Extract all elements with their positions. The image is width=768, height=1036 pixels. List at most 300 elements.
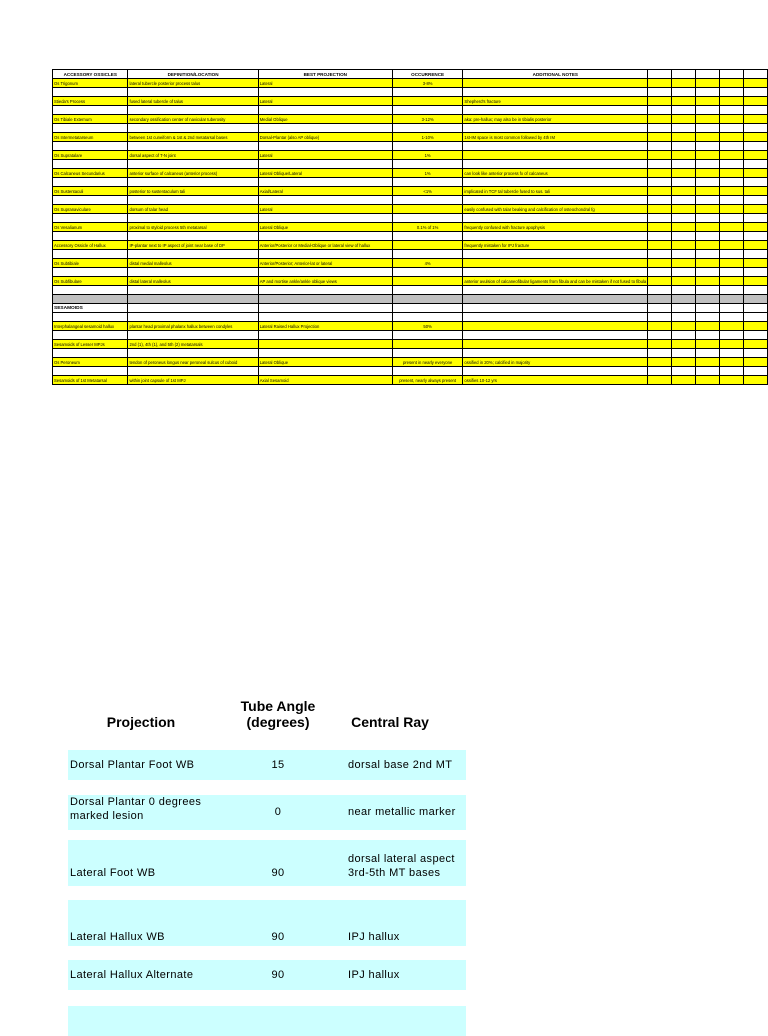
sheet-cell: anterior surface of calcaneus (anterior process) bbox=[128, 169, 258, 178]
sheet-cell-empty bbox=[648, 241, 672, 250]
central-ray-value bbox=[348, 930, 400, 944]
sheet-cell-empty bbox=[695, 295, 719, 304]
sheet-cell bbox=[258, 232, 392, 241]
sheet-cell-empty bbox=[648, 277, 672, 286]
sheet-cell-empty bbox=[719, 133, 743, 142]
sheet-cell: can look like anterior process fx of calcaneus bbox=[463, 169, 648, 178]
sheet-cell-empty bbox=[672, 331, 695, 340]
sheet-cell: Lateral bbox=[258, 79, 392, 88]
sheet-cell-empty bbox=[672, 241, 695, 250]
sheet-cell bbox=[463, 331, 648, 340]
sheet-cell bbox=[463, 142, 648, 151]
sheet-cell-empty bbox=[743, 151, 767, 160]
projection-name-line: Lateral Hallux Alternate bbox=[70, 969, 194, 981]
sheet-cell bbox=[463, 304, 648, 313]
sheet-cell bbox=[392, 313, 463, 322]
sheet-cell-empty bbox=[719, 205, 743, 214]
sheet-cell-empty bbox=[719, 376, 743, 385]
projection-name bbox=[70, 795, 201, 823]
spacer-row bbox=[53, 106, 768, 115]
ossicle-row bbox=[53, 358, 768, 367]
sheet-cell-empty bbox=[695, 331, 719, 340]
sheet-cell: Axial Sesamoid bbox=[258, 376, 392, 385]
sheet-cell: 2nd (1), 4th (1), and 5th (2) metatarsals bbox=[128, 340, 258, 349]
sheet-cell-empty bbox=[695, 214, 719, 223]
sheet-cell-empty bbox=[743, 322, 767, 331]
sheet-cell bbox=[392, 241, 463, 250]
sheet-cell: aka: pre-hallux; may also be in tibialis posterior bbox=[463, 115, 648, 124]
sheet-cell bbox=[463, 88, 648, 97]
sheet-cell: 1st-IM space is most common followed by 4th IM bbox=[463, 133, 648, 142]
sheet-cell bbox=[463, 232, 648, 241]
sheet-cell bbox=[392, 106, 463, 115]
sheet-cell bbox=[53, 268, 128, 277]
central-ray-line: IPJ hallux bbox=[348, 931, 400, 943]
sheet-cell-empty bbox=[672, 115, 695, 124]
spacer-row bbox=[53, 88, 768, 97]
sheet-cell: dorsum of talar head bbox=[128, 205, 258, 214]
sheet-cell: Accessory Ossicle of Hallux bbox=[53, 241, 128, 250]
sheet-cell-empty bbox=[695, 106, 719, 115]
sheet-cell-empty bbox=[743, 277, 767, 286]
sheet-cell-empty bbox=[672, 124, 695, 133]
sheet-cell bbox=[463, 196, 648, 205]
sheet-cell-empty bbox=[719, 358, 743, 367]
sheet-cell-empty bbox=[743, 178, 767, 187]
sheet-cell-empty bbox=[719, 142, 743, 151]
sheet-cell bbox=[463, 106, 648, 115]
sheet-cell-empty bbox=[648, 214, 672, 223]
sheet-cell-empty bbox=[648, 133, 672, 142]
sheet-cell-empty bbox=[672, 88, 695, 97]
ossicle-row bbox=[53, 277, 768, 286]
header-empty bbox=[648, 70, 672, 79]
sheet-cell-empty bbox=[719, 259, 743, 268]
sheet-cell bbox=[463, 250, 648, 259]
sheet-cell: ossified in 20%; calcified in majority bbox=[463, 358, 648, 367]
sheet-cell-empty bbox=[719, 241, 743, 250]
sheet-cell bbox=[392, 142, 463, 151]
sheet-cell-empty bbox=[743, 79, 767, 88]
sheet-cell bbox=[392, 367, 463, 376]
sheet-cell bbox=[258, 268, 392, 277]
ossicle-row bbox=[53, 340, 768, 349]
sheet-cell: <1% bbox=[392, 187, 463, 196]
ossicle-row bbox=[53, 205, 768, 214]
sheet-cell-empty bbox=[743, 214, 767, 223]
sheet-cell bbox=[128, 106, 258, 115]
spacer-row bbox=[53, 268, 768, 277]
sheet-cell-empty bbox=[672, 277, 695, 286]
sheet-cell: 3-8% bbox=[392, 79, 463, 88]
sheet-cell: 50% bbox=[392, 322, 463, 331]
header-empty bbox=[719, 70, 743, 79]
sheet-cell: tendon of peroneus longus near peroneal sulcus of cuboid bbox=[128, 358, 258, 367]
sheet-cell-empty bbox=[743, 304, 767, 313]
sheet-cell bbox=[128, 178, 258, 187]
sheet-cell-empty bbox=[695, 151, 719, 160]
sheet-cell-empty bbox=[695, 349, 719, 358]
sheet-cell bbox=[128, 214, 258, 223]
sheet-cell bbox=[258, 340, 392, 349]
sheet-cell bbox=[128, 349, 258, 358]
sheet-cell: present in nearly everyone bbox=[392, 358, 463, 367]
sheet-cell-empty bbox=[743, 331, 767, 340]
sheet-cell bbox=[128, 124, 258, 133]
sheet-cell-empty bbox=[743, 97, 767, 106]
header-definition-location: DEFINITION/LOCATION bbox=[128, 70, 258, 79]
sheet-cell-empty bbox=[743, 259, 767, 268]
sheet-cell-empty bbox=[672, 304, 695, 313]
sheet-cell: Os Supranaviculare bbox=[53, 205, 128, 214]
sheet-cell-empty bbox=[648, 268, 672, 277]
projection-name-line: Dorsal Plantar Foot WB bbox=[70, 759, 195, 771]
sheet-cell-empty bbox=[743, 376, 767, 385]
central-ray-line: near metallic marker bbox=[348, 806, 456, 818]
sheet-cell-empty bbox=[695, 133, 719, 142]
central-ray-value bbox=[348, 852, 455, 880]
sheet-cell-empty bbox=[719, 277, 743, 286]
sheet-cell: frequently mistaken for IPJ fracture bbox=[463, 241, 648, 250]
sheet-cell-empty bbox=[695, 88, 719, 97]
accessory-ossicles-sheet bbox=[52, 69, 768, 385]
sheet-cell: Dorsal-Plantar (also AP oblique) bbox=[258, 133, 392, 142]
spacer-row bbox=[53, 286, 768, 295]
sheet-cell: Os Trigonum bbox=[53, 79, 128, 88]
sheet-cell bbox=[53, 367, 128, 376]
central-ray-line: 3rd-5th MT bases bbox=[348, 867, 441, 879]
sheet-cell-empty bbox=[672, 178, 695, 187]
sheet-cell-empty bbox=[719, 349, 743, 358]
sheet-cell bbox=[128, 367, 258, 376]
sheet-cell-empty bbox=[695, 79, 719, 88]
sheet-cell-empty bbox=[743, 115, 767, 124]
sheet-cell-empty bbox=[695, 322, 719, 331]
sheet-cell-empty bbox=[648, 115, 672, 124]
sheet-cell bbox=[463, 214, 648, 223]
spacer-row bbox=[53, 160, 768, 169]
sheet-cell bbox=[128, 232, 258, 241]
sheet-cell: secondary ossification center of navicular tuberosity bbox=[128, 115, 258, 124]
sheet-cell-empty bbox=[648, 295, 672, 304]
sheet-cell bbox=[258, 367, 392, 376]
spacer-row bbox=[53, 331, 768, 340]
sheet-cell bbox=[463, 151, 648, 160]
sheet-cell bbox=[392, 124, 463, 133]
sheet-cell-empty bbox=[695, 367, 719, 376]
sheet-cell: Shepherd's fracture bbox=[463, 97, 648, 106]
spacer-row bbox=[53, 214, 768, 223]
sheet-cell: Lateral Oblique bbox=[258, 223, 392, 232]
sheet-cell bbox=[392, 97, 463, 106]
sheet-cell-empty bbox=[672, 151, 695, 160]
sheet-cell-empty bbox=[695, 124, 719, 133]
sheet-cell bbox=[258, 214, 392, 223]
sheet-cell: SESAMOIDS bbox=[53, 304, 128, 313]
sheet-cell-empty bbox=[719, 97, 743, 106]
ossicle-row bbox=[53, 322, 768, 331]
sheet-cell-empty bbox=[743, 250, 767, 259]
sheet-cell-empty bbox=[743, 232, 767, 241]
sheet-cell bbox=[463, 349, 648, 358]
tube-angle-value: 90 bbox=[271, 931, 285, 943]
sheet-cell: Anterior/Posterior or Medial-Oblique or lateral view of hallux bbox=[258, 241, 392, 250]
sheet-cell-empty bbox=[672, 232, 695, 241]
sheet-cell-empty bbox=[695, 241, 719, 250]
sheet-cell bbox=[463, 79, 648, 88]
sheet-cell: Sesamoids of Lesser MPJs bbox=[53, 340, 128, 349]
sheet-cell-empty bbox=[648, 124, 672, 133]
sheet-cell bbox=[53, 142, 128, 151]
sheet-cell-empty bbox=[648, 223, 672, 232]
sheet-cell-empty bbox=[719, 223, 743, 232]
sheet-cell bbox=[463, 286, 648, 295]
sheet-cell bbox=[392, 331, 463, 340]
sheet-cell: implicated in TCF tal tubercle fused to sus. tali bbox=[463, 187, 648, 196]
sheet-cell bbox=[463, 178, 648, 187]
central-ray-line: IPJ hallux bbox=[348, 969, 400, 981]
sheet-cell-empty bbox=[648, 232, 672, 241]
sheet-cell-empty bbox=[743, 340, 767, 349]
sheet-cell-empty bbox=[672, 367, 695, 376]
sheet-cell-empty bbox=[648, 196, 672, 205]
sheet-cell-empty bbox=[672, 223, 695, 232]
sheet-cell: frequently confused with fracture apophysis bbox=[463, 223, 648, 232]
sheet-cell-empty bbox=[672, 196, 695, 205]
sheet-cell bbox=[128, 250, 258, 259]
sheet-cell: 4% bbox=[392, 259, 463, 268]
spacer-row bbox=[53, 232, 768, 241]
sheet-cell-empty bbox=[648, 178, 672, 187]
sheet-cell bbox=[128, 304, 258, 313]
sheet-cell-empty bbox=[695, 250, 719, 259]
sheet-cell-empty bbox=[719, 187, 743, 196]
sheet-cell-empty bbox=[719, 169, 743, 178]
sheet-cell-empty bbox=[719, 88, 743, 97]
sheet-cell bbox=[258, 178, 392, 187]
sheet-cell-empty bbox=[672, 160, 695, 169]
sheet-cell-empty bbox=[672, 187, 695, 196]
sheet-cell-empty bbox=[648, 187, 672, 196]
sheet-cell bbox=[128, 268, 258, 277]
sheet-cell-empty bbox=[648, 358, 672, 367]
sheet-cell-empty bbox=[743, 358, 767, 367]
sheet-cell: fused lateral tubercle of talus bbox=[128, 97, 258, 106]
sheet-cell-empty bbox=[719, 367, 743, 376]
sheet-cell bbox=[258, 286, 392, 295]
sheet-cell-empty bbox=[648, 88, 672, 97]
sheet-cell bbox=[392, 232, 463, 241]
header-occurrence: OCCURRENCE bbox=[392, 70, 463, 79]
sheet-cell-empty bbox=[719, 304, 743, 313]
sheet-cell bbox=[392, 88, 463, 97]
sheet-cell-empty bbox=[743, 241, 767, 250]
ossicle-row bbox=[53, 115, 768, 124]
sheet-cell-empty bbox=[695, 97, 719, 106]
sheet-cell: Os Sustentaculi bbox=[53, 187, 128, 196]
sheet-cell: 1% bbox=[392, 151, 463, 160]
sheet-cell-empty bbox=[648, 376, 672, 385]
sheet-cell bbox=[392, 178, 463, 187]
sheet-cell-empty bbox=[719, 214, 743, 223]
sheet-cell-empty bbox=[672, 214, 695, 223]
sheet-cell-empty bbox=[743, 313, 767, 322]
sheet-cell-empty bbox=[672, 250, 695, 259]
sheet-cell-empty bbox=[719, 250, 743, 259]
sheet-cell bbox=[392, 160, 463, 169]
sheet-cell-empty bbox=[672, 97, 695, 106]
sheet-cell-empty bbox=[719, 322, 743, 331]
sheet-cell-empty bbox=[648, 286, 672, 295]
sheet-cell: Os Vesalianum bbox=[53, 223, 128, 232]
sheet-cell-empty bbox=[648, 97, 672, 106]
header-best-projection: BEST PROJECTION bbox=[258, 70, 392, 79]
sheet-cell-empty bbox=[743, 133, 767, 142]
sheet-cell bbox=[128, 196, 258, 205]
ossicle-row bbox=[53, 241, 768, 250]
projection-name bbox=[70, 930, 165, 944]
sheet-cell: proximal to styloid process 5th metatarsal bbox=[128, 223, 258, 232]
sheet-cell: Os Calcaneus Secundarius bbox=[53, 169, 128, 178]
sheet-cell bbox=[128, 286, 258, 295]
sheet-cell-empty bbox=[672, 79, 695, 88]
projection-row-partial bbox=[68, 1006, 466, 1036]
sheet-cell: posterior to sustentaculum tali bbox=[128, 187, 258, 196]
projection-row bbox=[68, 900, 466, 946]
ossicle-row bbox=[53, 187, 768, 196]
projection-row bbox=[68, 840, 466, 886]
sheet-cell-empty bbox=[743, 268, 767, 277]
sheet-cell bbox=[53, 232, 128, 241]
spacer-row bbox=[53, 295, 768, 304]
sheet-cell-empty bbox=[743, 142, 767, 151]
tube-angle-value: 0 bbox=[274, 806, 282, 818]
sheet-cell-empty bbox=[719, 295, 743, 304]
sheet-cell bbox=[128, 88, 258, 97]
header-additional-notes: ADDITIONAL NOTES bbox=[463, 70, 648, 79]
sheet-body bbox=[53, 79, 768, 385]
sheet-cell: 0.1% of 1% bbox=[392, 223, 463, 232]
sheet-cell-empty bbox=[719, 178, 743, 187]
sheet-cell-empty bbox=[648, 151, 672, 160]
sheet-cell: distal lateral malleolus bbox=[128, 277, 258, 286]
ossicle-row bbox=[53, 79, 768, 88]
section-row bbox=[53, 304, 768, 313]
spacer-row bbox=[53, 196, 768, 205]
sheet-cell bbox=[53, 214, 128, 223]
sheet-cell: Interphalangeal sesamoid hallux bbox=[53, 322, 128, 331]
sheet-cell bbox=[463, 340, 648, 349]
ossicle-row bbox=[53, 97, 768, 106]
sheet-cell bbox=[392, 250, 463, 259]
central-ray-value bbox=[348, 968, 400, 982]
sheet-cell-empty bbox=[648, 79, 672, 88]
sheet-cell-empty bbox=[695, 142, 719, 151]
spacer-row bbox=[53, 313, 768, 322]
sheet-cell bbox=[392, 295, 463, 304]
sheet-cell-empty bbox=[743, 124, 767, 133]
sheet-cell-empty bbox=[672, 340, 695, 349]
spacer-row bbox=[53, 178, 768, 187]
sheet-cell bbox=[258, 160, 392, 169]
sheet-cell-empty bbox=[672, 313, 695, 322]
header-accessory-ossicles: ACCESSORY OSSICLES bbox=[53, 70, 128, 79]
sheet-cell-empty bbox=[648, 304, 672, 313]
sheet-cell bbox=[128, 313, 258, 322]
sheet-cell-empty bbox=[695, 313, 719, 322]
sheet-cell bbox=[128, 295, 258, 304]
sheet-cell: Medial Oblique bbox=[258, 115, 392, 124]
sheet-cell: ossifies 10-12 yrs bbox=[463, 376, 648, 385]
sheet-cell-empty bbox=[695, 376, 719, 385]
sheet-cell-empty bbox=[695, 196, 719, 205]
sheet-cell-empty bbox=[719, 313, 743, 322]
projection-name-line: Lateral Foot WB bbox=[70, 867, 156, 879]
sheet-cell-empty bbox=[648, 106, 672, 115]
sheet-cell bbox=[258, 250, 392, 259]
sheet-cell bbox=[392, 205, 463, 214]
sheet-cell-empty bbox=[743, 169, 767, 178]
sheet-cell bbox=[258, 331, 392, 340]
sheet-cell-empty bbox=[648, 349, 672, 358]
sheet-cell-empty bbox=[672, 205, 695, 214]
sheet-cell bbox=[53, 178, 128, 187]
sheet-cell: Os Subtibiale bbox=[53, 259, 128, 268]
sheet-cell-empty bbox=[695, 268, 719, 277]
sheet-cell bbox=[53, 331, 128, 340]
sheet-cell-empty bbox=[719, 331, 743, 340]
sheet-cell bbox=[392, 304, 463, 313]
sheet-cell: Sesamoids of 1st Metatarsal bbox=[53, 376, 128, 385]
sheet-cell bbox=[53, 349, 128, 358]
sheet-cell bbox=[392, 286, 463, 295]
sheet-cell-empty bbox=[719, 151, 743, 160]
sheet-cell-empty bbox=[648, 313, 672, 322]
sheet-cell bbox=[53, 250, 128, 259]
projection-name bbox=[70, 866, 155, 880]
sheet-cell-empty bbox=[695, 232, 719, 241]
sheet-cell-empty bbox=[672, 286, 695, 295]
sheet-cell bbox=[392, 349, 463, 358]
sheet-cell-empty bbox=[695, 187, 719, 196]
tube-angle-value: 90 bbox=[271, 969, 285, 981]
ossicle-row bbox=[53, 223, 768, 232]
sheet-cell-empty bbox=[672, 133, 695, 142]
sheet-cell bbox=[258, 196, 392, 205]
header-tube-angle-line1: Tube Angle bbox=[240, 698, 316, 714]
projection-name-line: marked lesion bbox=[70, 810, 144, 822]
header-tube-angle-line2: (degrees) bbox=[246, 714, 310, 730]
sheet-cell bbox=[463, 313, 648, 322]
sheet-cell: Os Supratalare bbox=[53, 151, 128, 160]
sheet-cell: dorsal aspect of T-N joint bbox=[128, 151, 258, 160]
sheet-cell-empty bbox=[648, 331, 672, 340]
sheet-cell: Stieda's Process bbox=[53, 97, 128, 106]
sheet-cell: within joint capsule of 1st MPJ bbox=[128, 376, 258, 385]
sheet-cell bbox=[392, 277, 463, 286]
sheet-cell bbox=[463, 124, 648, 133]
sheet-cell bbox=[258, 313, 392, 322]
projection-name bbox=[70, 968, 193, 982]
sheet-cell-empty bbox=[695, 178, 719, 187]
sheet-cell-empty bbox=[672, 322, 695, 331]
sheet-cell: Axial/Lateral bbox=[258, 187, 392, 196]
sheet-cell: Os Intermetatarseum bbox=[53, 133, 128, 142]
sheet-cell-empty bbox=[672, 169, 695, 178]
sheet-cell: plantar head proximal phalanx hallux between condyles bbox=[128, 322, 258, 331]
sheet-cell: Lateral Oblique bbox=[258, 358, 392, 367]
spacer-row bbox=[53, 367, 768, 376]
